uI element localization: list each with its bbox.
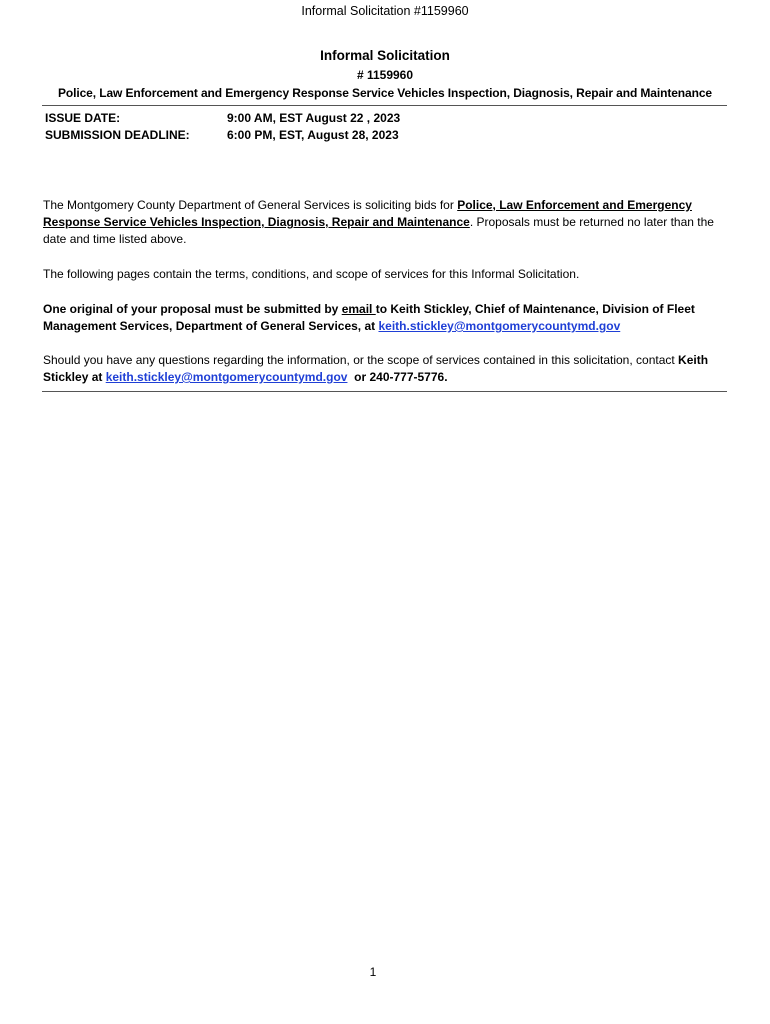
questions-text: Should you have any questions regarding the information, or the scope of services contained in this solicitation, contact bbox=[43, 353, 679, 367]
page-number: 1 bbox=[369, 965, 377, 979]
divider-top bbox=[42, 105, 727, 106]
submission-email-link[interactable]: keith.stickley@montgomerycountymd.gov bbox=[378, 319, 621, 333]
issue-date-row bbox=[45, 109, 400, 126]
contact-name: Keith Stickley at bbox=[43, 353, 709, 384]
intro-text: The Montgomery County Department of General Services is soliciting bids for bbox=[43, 198, 458, 212]
intro-subject: Police, Law Enforcement and Emergency Response Service Vehicles Inspection, Diagnosis, Repair and Maintenance bbox=[43, 198, 692, 229]
dates-block bbox=[45, 109, 400, 143]
solicitation-subject: Police, Law Enforcement and Emergency Response Service Vehicles Inspection, Diagnosis, Repair and Maintenance bbox=[58, 86, 712, 100]
questions-paragraph bbox=[43, 352, 733, 386]
deadline-row bbox=[45, 126, 400, 143]
submission-text-2: to Keith Stickley, Chief of Maintenance, Division of Fleet Management Services, Department of General Services, at bbox=[43, 302, 695, 333]
intro-paragraph bbox=[43, 197, 733, 248]
issue-date-label: ISSUE DATE: bbox=[45, 110, 121, 125]
divider-bottom bbox=[42, 391, 727, 392]
contact-phone: or 240-777-5776. bbox=[347, 370, 448, 384]
document-title: Informal Solicitation bbox=[320, 48, 450, 63]
contact-email-link[interactable]: keith.stickley@montgomerycountymd.gov bbox=[105, 370, 348, 384]
submission-paragraph bbox=[43, 301, 733, 335]
intro-outro: . Proposals must be returned no later than the date and time listed above. bbox=[43, 215, 714, 246]
terms-paragraph: The following pages contain the terms, conditions, and scope of services for this Informal Solicitation. bbox=[43, 267, 580, 281]
submission-text-1: One original of your proposal must be submitted by bbox=[43, 302, 342, 316]
deadline-value: 6:00 PM, EST, August 28, 2023 bbox=[227, 127, 399, 142]
email-word: email bbox=[341, 302, 376, 316]
deadline-label: SUBMISSION DEADLINE: bbox=[45, 127, 190, 142]
solicitation-number: # 1159960 bbox=[356, 68, 414, 82]
running-header: Informal Solicitation #1159960 bbox=[301, 4, 469, 18]
issue-date-value: 9:00 AM, EST August 22 , 2023 bbox=[227, 110, 401, 125]
